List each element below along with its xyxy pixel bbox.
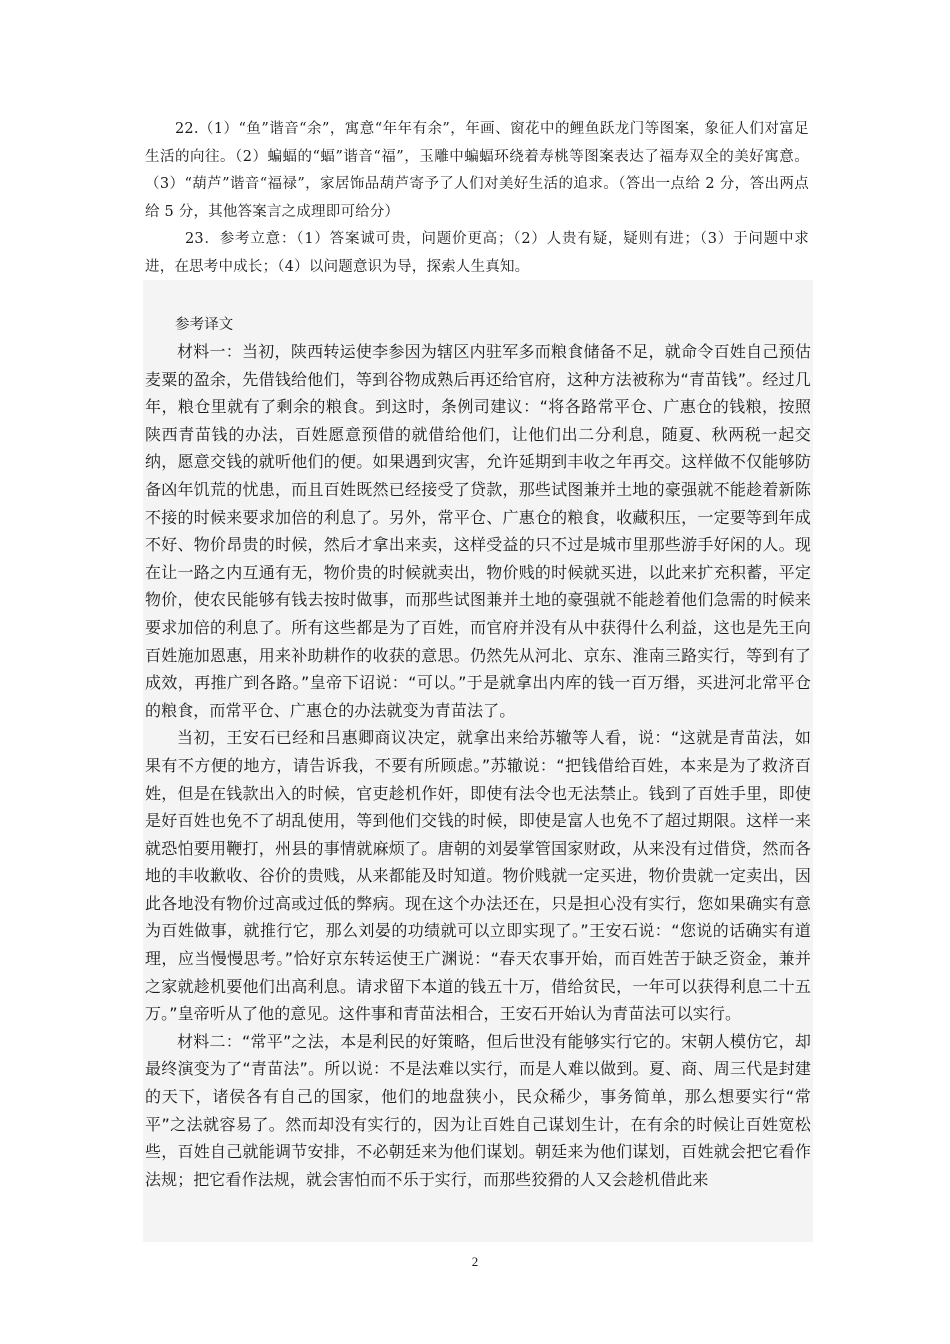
answer-23: 23．参考立意：（1）答案诚可贵，问题价更高；（2）人贵有疑，疑则有进；（3）于问题中求进，在思考中成长；（4）以问题意识为导，探索人生真知。 xyxy=(145,231,809,275)
translation-paragraph-2: 当初，王安石已经和吕惠卿商议决定，就拿出来给苏辙等人看，说：“这就是青苗法，如果有不方便的地方，请告诉我，不要有所顾虑。”苏辙说：“把钱借给百姓，本来是为了救济百姓，但是在钱款出入的时候，官吏趁机作奸，即使有法令也无法禁止。钱到了百姓手里，即使是好百姓也免不了胡乱使用，等到他们交钱的时候，即使是富人也免不了超过期限。这样一来就恐怕要用鞭打，州县的事情就麻烦了。唐朝的刘晏掌管国家财政，从来没有过借贷，然而各地的丰收歉收、谷价的贵贱，从来都能及时知道。物价贱就一定买进，物价贵就一定卖出，因此各地没有物价过高或过低的弊病。现在这个办法还在，只是担心没有实行，您如果确实有意为百姓做事，就推行它，那么刘晏的功绩就可以立即实现了。”王安石说：“您说的话确实有道理，应当慢慢思考。”恰好京东转运使王广渊说：“春天农事开始，而百姓苦于缺乏资金，兼并之家就趁机要他们出高利息。请求留下本道的钱五十万，借给贫民，一年可以获得利息二十五万。”皇帝听从了他的意见。这件事和青苗法相合，王安石开始认为青苗法可以实行。 xyxy=(145,728,811,1024)
answer-section xyxy=(145,116,809,281)
translation-section xyxy=(145,312,811,1193)
page-number: 2 xyxy=(471,1254,479,1269)
translation-paragraph-1: 材料一：当初，陕西转运使李参因为辖区内驻军多而粮食储备不足，就命令百姓自己预估麦粟的盈余，先借钱给他们，等到谷物成熟后再还给官府，这种方法被称为“青苗钱”。经过几年，粮仓里就有了剩余的粮食。到这时，条例司建议：“将各路常平仓、广惠仓的钱粮，按照陕西青苗钱的办法，百姓愿意预借的就借给他们，让他们出二分利息，随夏、秋两税一起交纳，愿意交钱的就听他们的便。如果遇到灾害，允许延期到丰收之年再交。这样做不仅能够防备凶年饥荒的忧患，而且百姓既然已经接受了贷款，那些试图兼并土地的豪强就不能趁着新陈不接的时候来要求加倍的利息了。另外，常平仓、广惠仓的粮食，收藏积压，一定要等到年成不好、物价昂贵的时候，然后才拿出来卖，这样受益的只不过是城市里那些游手好闲的人。现在让一路之内互通有无，物价贵的时候就卖出，物价贱的时候就买进，以此来扩充积蓄，平定物价，使农民能够有钱去按时做事，而那些试图兼并土地的豪强就不能趁着他们急需的时候来要求加倍的利息了。所有这些都是为了百姓，而官府并没有从中获得什么利益，这也是先王向百姓施加恩惠，用来补助耕作的收获的意思。仍然先从河北、京东、淮南三路实行，等到有了成效，再推广到各路。”皇帝下诏说：“可以。”于是就拿出内库的钱一百万缗，买进河北常平仓的粮食，而常平仓、广惠仓的办法就变为青苗法了。 xyxy=(145,342,811,720)
translation-paragraph-3: 材料二：“常平”之法，本是利民的好策略，但后世没有能够实行它的。宋朝人模仿它，却最终演变为了“青苗法”。所以说：不是法难以实行，而是人难以做到。夏、商、周三代是封建的天下，诸侯各有自己的国家，他们的地盘狭小，民众稀少，事务简单，那么想要实行“常平”之法就容易了。然而却没有实行的，因为让百姓自己谋划生计，在有余的时候让百姓宽松些，百姓自己就能调节安排，不必朝廷来为他们谋划。朝廷来为他们谋划，百姓就会把它看作法规；把它看作法规，就会害怕而不乐于实行，而那些狡猾的人又会趁机借此来 xyxy=(145,1031,811,1189)
answer-22: 22.（1）“鱼”谐音“余”，寓意“年年有余”，年画、窗花中的鲤鱼跃龙门等图案，象征人们对富足生活的向往。（2）蝙蝠的“蝠”谐音“福”，玉雕中蝙蝠环绕着寿桃等图案表达了福寿双全的美好寓意。（3）“葫芦”谐音“福禄”，家居饰品葫芦寄予了人们对美好生活的追求。（答出一点给 2 分，答出两点给 5 分，其他答案言之成理即可给分） xyxy=(145,121,809,220)
translation-title: 参考译文 xyxy=(175,317,234,333)
